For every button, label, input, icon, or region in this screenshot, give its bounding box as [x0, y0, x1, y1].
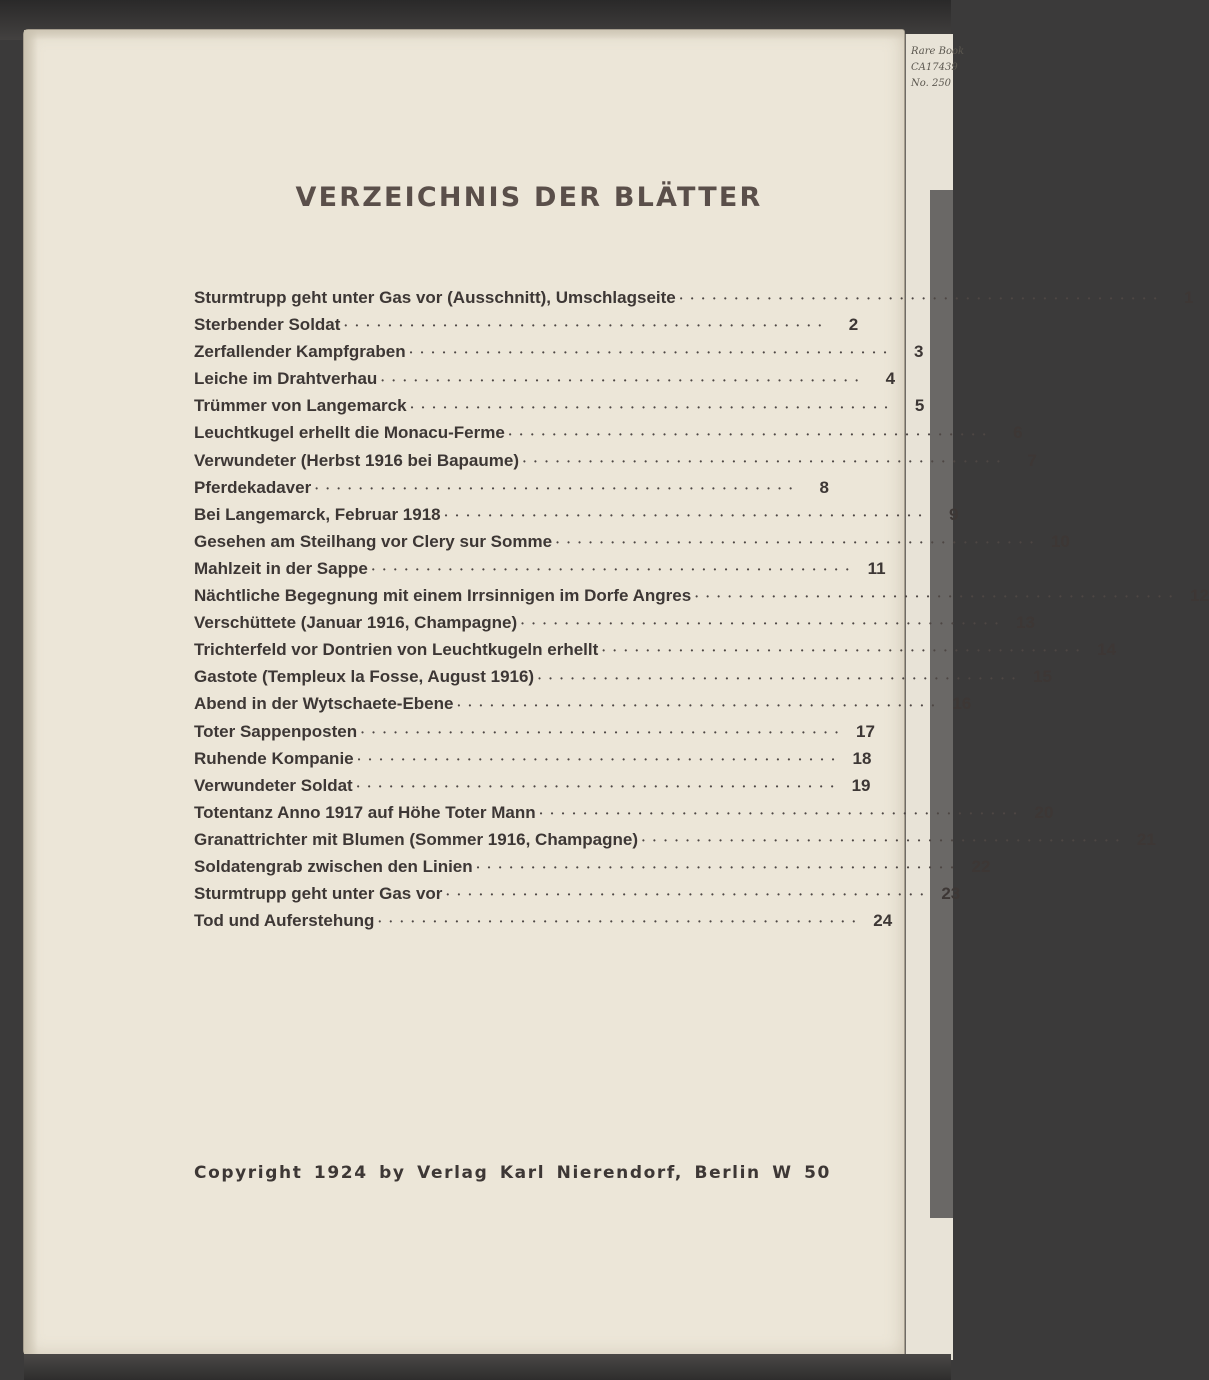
- toc-entry-title: Toter Sappenposten: [194, 721, 358, 741]
- toc-entry-page-number: 16: [952, 694, 972, 714]
- toc-entry-title: Verwundeter Soldat: [194, 775, 353, 795]
- shelf-note: [911, 44, 965, 92]
- toc-entry-page-number: 1: [1184, 288, 1194, 307]
- toc-entry-title: Trümmer von Langemarck: [194, 396, 407, 416]
- toc-leader-dots: [695, 588, 1175, 606]
- toc-entry: [194, 802, 1054, 830]
- toc-entry-page-number: 12: [1190, 586, 1209, 606]
- table-of-contents: [194, 288, 1209, 938]
- toc-entry-page-number: 4: [885, 369, 896, 389]
- toc-entry: [194, 613, 1035, 640]
- toc-entry-page-number: 20: [1034, 802, 1054, 822]
- toc-entry: [194, 396, 925, 423]
- toc-entry: [194, 775, 871, 803]
- toc-entry: [194, 884, 961, 911]
- toc-entry-page-number: 3: [913, 342, 924, 362]
- page-title: VERZEICHNIS DER BLÄTTER: [295, 182, 763, 213]
- toc-entry-title: Nächtliche Begegnung mit einem Irrsinnigen im Dorfe Angres: [194, 586, 692, 606]
- toc-leader-dots: [680, 290, 1160, 308]
- toc-leader-dots: [361, 724, 841, 742]
- toc-entry-title: Gastote (Templeux la Fosse, August 1916): [194, 667, 535, 687]
- toc-entry: [194, 288, 1194, 315]
- toc-leader-dots: [381, 371, 861, 389]
- toc-entry-page-number: 6: [1013, 423, 1023, 443]
- toc-entry: [194, 667, 1052, 694]
- toc-entry-page-number: 21: [1136, 829, 1156, 849]
- toc-entry-title: Tod und Auferstehung: [194, 911, 375, 931]
- toc-entry: [194, 342, 924, 369]
- toc-leader-dots: [378, 913, 858, 931]
- toc-entry: [194, 477, 829, 505]
- toc-entry-page-number: 17: [855, 721, 875, 741]
- toc-entry-title: Gesehen am Steilhang vor Clery sur Somme: [194, 531, 553, 551]
- toc-leader-dots: [509, 425, 989, 443]
- toc-entry-page-number: 22: [971, 856, 991, 876]
- toc-entry-page-number: 5: [914, 396, 925, 416]
- toc-entry-title: Soldatengrab zwischen den Linien: [194, 856, 473, 876]
- toc-entry-title: Sturmtrupp geht unter Gas vor (Ausschnitt), Umschlagseite: [194, 288, 676, 307]
- toc-leader-dots: [602, 642, 1082, 660]
- toc-entry: [194, 640, 1117, 667]
- toc-entry-title: Totentanz Anno 1917 auf Höhe Toter Mann: [194, 802, 536, 822]
- toc-entry: [194, 315, 859, 342]
- toc-entry: [194, 748, 872, 776]
- toc-entry: [194, 829, 1156, 857]
- toc-leader-dots: [358, 751, 838, 769]
- toc-entry-page-number: 11: [867, 558, 886, 578]
- toc-entry: [194, 531, 1070, 559]
- toc-entry-title: Mahlzeit in der Sappe: [194, 558, 368, 578]
- toc-leader-dots: [315, 480, 795, 498]
- toc-entry-page-number: 13: [1016, 613, 1035, 633]
- toc-entry: [194, 369, 896, 396]
- toc-leader-dots: [445, 507, 925, 525]
- toc-leader-dots: [521, 615, 1001, 633]
- toc-leader-dots: [410, 344, 890, 362]
- toc-entry: [194, 504, 959, 532]
- shelf-note-line: CA17439: [911, 62, 958, 73]
- toc-entry-title: Granattrichter mit Blumen (Sommer 1916, Champagne): [194, 829, 639, 849]
- scan-bottom-edge: [24, 1354, 951, 1380]
- toc-entry-title: Bei Langemarck, Februar 1918: [194, 504, 441, 524]
- toc-leader-dots: [357, 778, 837, 796]
- toc-leader-dots: [446, 886, 926, 904]
- toc-leader-dots: [523, 453, 1003, 471]
- toc-entry: [194, 721, 875, 749]
- shelf-note-line: No. 250: [911, 78, 952, 89]
- toc-entry-title: Sterbender Soldat: [194, 315, 341, 335]
- toc-entry: [194, 450, 1037, 478]
- toc-entry-page-number: 2: [848, 315, 859, 335]
- toc-entry-page-number: 8: [819, 477, 829, 497]
- toc-leader-dots: [344, 317, 824, 335]
- toc-leader-dots: [372, 561, 852, 579]
- toc-entry-page-number: 19: [851, 775, 871, 795]
- toc-entry-title: Abend in der Wytschaete-Ebene: [194, 694, 454, 714]
- toc-entry-page-number: 9: [948, 504, 959, 524]
- toc-entry: [194, 423, 1023, 450]
- toc-entry-page-number: 18: [852, 748, 872, 768]
- toc-entry-page-number: 14: [1097, 640, 1117, 660]
- toc-entry-title: Trichterfeld vor Dontrien von Leuchtkugeln erhellt: [194, 640, 599, 660]
- toc-entry-page-number: 7: [1027, 450, 1037, 470]
- toc-entry-title: Verwundeter (Herbst 1916 bei Bapaume): [194, 450, 520, 470]
- toc-entry: [194, 856, 991, 884]
- toc-entry-title: Ruhende Kompanie: [194, 748, 354, 768]
- toc-leader-dots: [540, 805, 1020, 823]
- toc-entry-title: Verschüttete (Januar 1916, Champagne): [194, 613, 518, 633]
- toc-entry: [194, 586, 1209, 613]
- copyright-notice: Copyright 1924 by Verlag Karl Nierendorf, Berlin W 50: [194, 1163, 831, 1183]
- toc-entry-page-number: 10: [1050, 531, 1070, 551]
- toc-entry-title: Leiche im Drahtverhau: [194, 369, 378, 389]
- toc-entry: [194, 911, 893, 938]
- toc-leader-dots: [642, 832, 1122, 850]
- toc-entry-page-number: 23: [941, 884, 961, 904]
- toc-entry-title: Pferdekadaver: [194, 477, 312, 497]
- toc-leader-dots: [556, 534, 1036, 552]
- toc-leader-dots: [457, 696, 937, 714]
- toc-leader-dots: [411, 398, 891, 416]
- toc-leader-dots: [477, 859, 957, 877]
- toc-entry-title: Zerfallender Kampfgraben: [194, 342, 406, 362]
- toc-entry: [194, 694, 972, 721]
- shelf-note-line: Rare Book: [911, 46, 965, 57]
- toc-entry-title: Leuchtkugel erhellt die Monacu-Ferme: [194, 423, 505, 443]
- toc-leader-dots: [538, 669, 1018, 687]
- toc-entry-page-number: 15: [1032, 667, 1052, 687]
- toc-entry: [194, 558, 886, 586]
- toc-entry-page-number: 24: [873, 911, 893, 931]
- toc-entry-title: Sturmtrupp geht unter Gas vor: [194, 884, 443, 904]
